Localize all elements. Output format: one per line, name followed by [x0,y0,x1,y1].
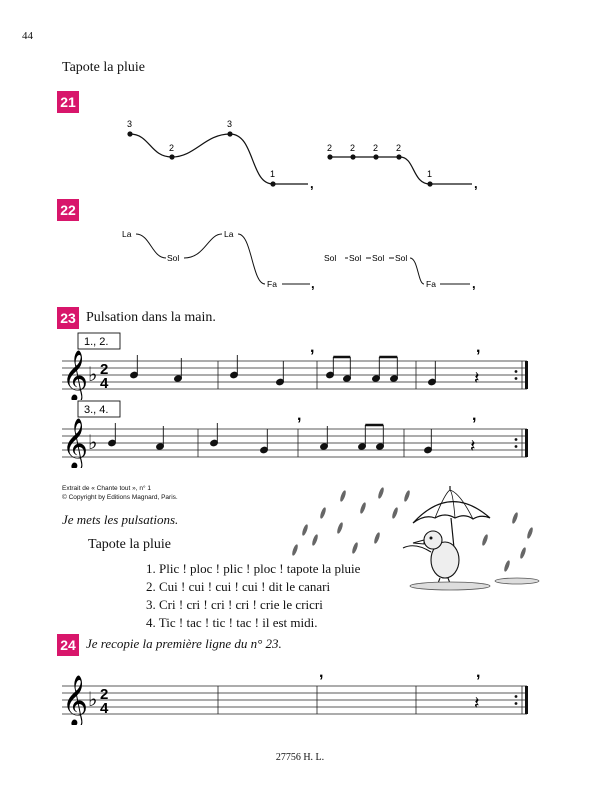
notes-group [108,423,433,454]
raindrops [291,487,534,573]
flat-key-signature-icon: ♭ [88,364,98,386]
puddle [495,578,539,584]
degree-dot [373,154,378,159]
page-number: 44 [22,30,33,42]
degree-dot [327,154,332,159]
contour-segment [184,234,222,258]
note-name: Sol [324,253,337,263]
puddle [410,582,490,590]
degree-dot [127,131,132,136]
breath-mark: , [297,407,302,424]
breath-mark: , [472,407,477,424]
note-name: Fa [267,279,277,289]
degree-label: 3 [127,119,133,129]
time-signature-bottom: 4 [100,375,109,392]
volta-ending-label: 1., 2. [84,336,109,348]
notes-group [130,355,437,386]
credit-line: Extrait de « Chante tout », n° 1 [62,485,151,492]
breath-mark: , [474,176,478,191]
breath-mark: , [472,276,476,291]
breath-mark: , [310,176,314,191]
degree-dot [270,181,275,186]
degree-label: 1 [270,169,276,179]
degree-label: 2 [350,143,356,153]
degree-label: 2 [327,143,333,153]
breath-mark: , [319,664,324,681]
contour-line-2 [330,157,472,184]
verse-line: 2. Cui ! cui ! cui ! cui ! dit le canari [146,579,331,594]
degree-label: 2 [373,143,379,153]
note-name: Sol [167,253,180,263]
copyright-credits [62,484,178,502]
treble-clef-icon: 𝄞 [62,676,89,725]
quarter-rest-icon: 𝄽 [470,436,476,456]
note-name: Fa [426,279,436,289]
staff-24-empty [62,655,542,725]
quarter-rest-icon: 𝄽 [474,368,480,388]
breath-mark: , [311,276,315,291]
verse-line: 1. Plic ! ploc ! plic ! ploc ! tapote la pluie [146,561,361,576]
staff-23-line-2 [62,398,542,468]
exercise-21-badge: 21 [57,91,79,113]
contour-segment [410,258,424,284]
page-title: Tapote la pluie [62,60,145,75]
note-name: Sol [349,253,362,263]
bird-head [424,531,442,549]
note-name: Sol [372,253,385,263]
quarter-rest-icon: 𝄽 [474,693,480,713]
bird-umbrella-rain-illustration [285,478,550,593]
degree-dot [169,154,174,159]
breath-mark: , [310,339,315,356]
degree-label: 2 [169,143,175,153]
time-signature-top: 2 [100,361,109,378]
contour-segment [238,234,265,284]
breath-mark: , [476,339,481,356]
staff-23-line-1 [62,330,542,400]
degree-label: 1 [427,169,433,179]
exercise-24-badge: 24 [57,634,79,656]
exercise-22-badge: 22 [57,199,79,221]
degree-label: 3 [227,119,233,129]
degree-dot [427,181,432,186]
breath-mark: , [476,664,481,681]
verse-line: 4. Tic ! tac ! tic ! tac ! il est midi. [146,615,318,630]
time-signature-top: 2 [100,686,109,703]
volta-ending-label: 3., 4. [84,404,109,416]
exercise-24-instruction: Je recopie la première ligne du n° 23. [86,636,282,651]
exercise-23-instruction: Pulsation dans la main. [86,310,216,325]
degree-dot [396,154,401,159]
song-title: Tapote la pluie [88,537,171,552]
page-footer: 27756 H. L. [275,752,325,763]
contour-segment [136,234,166,258]
time-signature-bottom: 4 [100,700,109,717]
treble-clef-icon: 𝄞 [62,419,89,468]
note-name: Sol [395,253,408,263]
contour-line-1 [130,134,308,184]
exercise-22-melodic-contour [110,222,500,302]
note-name: La [224,229,234,239]
note-name: La [122,229,132,239]
verse-line: 3. Cri ! cri ! cri ! cri ! crie le cricri [146,597,323,612]
flat-key-signature-icon: ♭ [88,432,98,454]
degree-dot [227,131,232,136]
exercise-23-badge: 23 [57,307,79,329]
flat-key-signature-icon: ♭ [88,689,98,711]
degree-label: 2 [396,143,402,153]
treble-clef-icon: 𝄞 [62,351,89,400]
degree-dot [350,154,355,159]
exercise-21-melodic-contour [110,112,500,197]
credit-line: © Copyright by Editions Magnard, Paris. [62,494,178,501]
section-subtitle: Je mets les pulsations. [62,512,179,527]
